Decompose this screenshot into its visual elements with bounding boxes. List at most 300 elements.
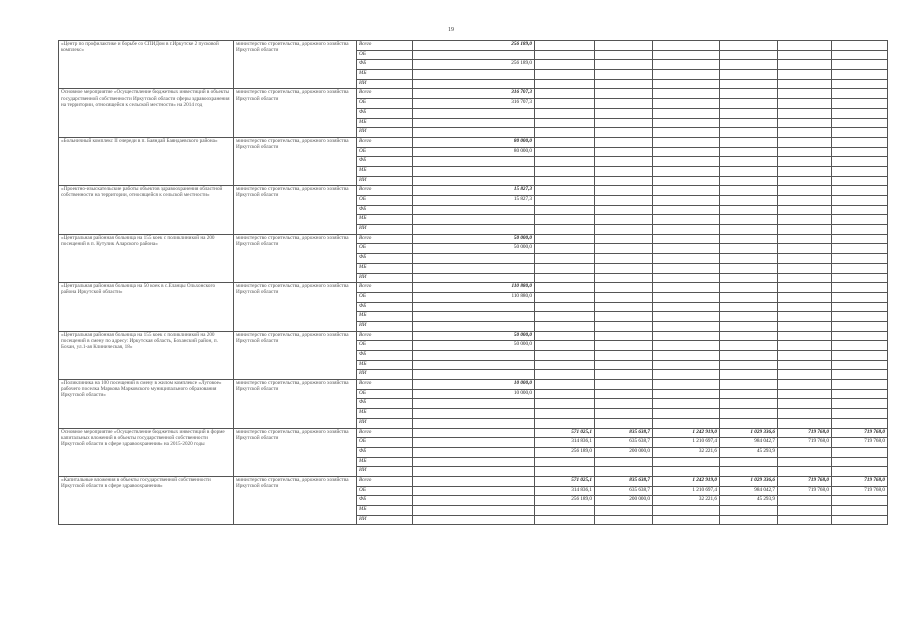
- value-cell: [413, 515, 535, 525]
- budget-table: [58, 40, 888, 525]
- value-cell: 1 029 336,6: [720, 428, 778, 438]
- value-cell: [595, 196, 653, 206]
- value-cell: [832, 360, 888, 370]
- value-cell: [595, 50, 653, 60]
- value-cell: [778, 467, 832, 477]
- value-cell: [413, 418, 535, 428]
- value-cell: [720, 263, 778, 273]
- value-cell: [720, 312, 778, 322]
- value-cell: 719 768,0: [832, 438, 888, 448]
- value-cell: [413, 457, 535, 467]
- funding-source-cell: ОБ: [357, 99, 413, 109]
- value-cell: 50 000,0: [413, 331, 535, 341]
- value-cell: [832, 263, 888, 273]
- funding-source-cell: МБ: [357, 360, 413, 370]
- value-cell: [720, 273, 778, 283]
- value-cell: [653, 118, 720, 128]
- value-cell: [595, 409, 653, 419]
- funding-source-cell: Всего: [357, 331, 413, 341]
- funding-source-cell: МБ: [357, 457, 413, 467]
- value-cell: [595, 331, 653, 341]
- value-cell: [832, 215, 888, 225]
- value-cell: [535, 176, 595, 186]
- value-cell: [720, 176, 778, 186]
- funding-source-cell: МБ: [357, 409, 413, 419]
- value-cell: [653, 292, 720, 302]
- value-cell: [832, 292, 888, 302]
- value-cell: 1 242 919,0: [653, 476, 720, 486]
- value-cell: [653, 186, 720, 196]
- value-cell: [413, 166, 535, 176]
- value-cell: [832, 467, 888, 477]
- value-cell: 256 189,0: [535, 496, 595, 506]
- table-row: [59, 137, 888, 147]
- value-cell: [832, 273, 888, 283]
- value-cell: [653, 225, 720, 235]
- funding-source-cell: Всего: [357, 186, 413, 196]
- funding-source-cell: МБ: [357, 118, 413, 128]
- value-cell: [413, 467, 535, 477]
- value-cell: [720, 283, 778, 293]
- value-cell: 984 042,7: [720, 438, 778, 448]
- value-cell: [653, 331, 720, 341]
- value-cell: 10 000,0: [413, 380, 535, 390]
- value-cell: 10 000,0: [413, 389, 535, 399]
- value-cell: [653, 399, 720, 409]
- value-cell: [653, 360, 720, 370]
- value-cell: [595, 370, 653, 380]
- value-cell: [720, 128, 778, 138]
- value-cell: 635 638,7: [595, 438, 653, 448]
- measure-name-cell: Основное мероприятие «Осуществление бюджетных инвестиций в объекты государственной собственности Иркутской области сферы здравоохранения на территории, относящейся к сельской местности» на 2014 год: [59, 89, 234, 137]
- value-cell: [832, 234, 888, 244]
- value-cell: [778, 147, 832, 157]
- value-cell: [832, 496, 888, 506]
- value-cell: [778, 292, 832, 302]
- value-cell: [535, 157, 595, 167]
- value-cell: [413, 476, 535, 486]
- value-cell: [832, 341, 888, 351]
- table-row: [59, 89, 888, 99]
- value-cell: [535, 399, 595, 409]
- value-cell: [595, 360, 653, 370]
- funding-source-cell: ФБ: [357, 254, 413, 264]
- value-cell: [778, 89, 832, 99]
- value-cell: [595, 418, 653, 428]
- value-cell: [653, 60, 720, 70]
- value-cell: [720, 108, 778, 118]
- value-cell: [413, 70, 535, 80]
- funding-source-cell: Всего: [357, 234, 413, 244]
- value-cell: [653, 409, 720, 419]
- value-cell: [832, 196, 888, 206]
- value-cell: [720, 70, 778, 80]
- value-cell: [778, 457, 832, 467]
- measure-name-cell: «Центр по профилактике и борьбе со СПИДом в г.Иркутске 2 пусковой комплекс»: [59, 41, 234, 89]
- funding-source-cell: ИИ: [357, 467, 413, 477]
- value-cell: [778, 234, 832, 244]
- value-cell: [413, 399, 535, 409]
- value-cell: [535, 41, 595, 51]
- value-cell: [720, 89, 778, 99]
- funding-source-cell: ФБ: [357, 351, 413, 361]
- value-cell: [535, 234, 595, 244]
- value-cell: [720, 50, 778, 60]
- value-cell: [413, 118, 535, 128]
- value-cell: [595, 292, 653, 302]
- value-cell: [778, 351, 832, 361]
- value-cell: 32 221,6: [653, 447, 720, 457]
- value-cell: [832, 370, 888, 380]
- value-cell: [720, 234, 778, 244]
- value-cell: [595, 341, 653, 351]
- value-cell: [535, 331, 595, 341]
- value-cell: [720, 118, 778, 128]
- value-cell: 571 025,1: [535, 476, 595, 486]
- value-cell: [535, 254, 595, 264]
- value-cell: [535, 186, 595, 196]
- value-cell: [595, 79, 653, 89]
- value-cell: [832, 176, 888, 186]
- measure-name-cell: «Проектно-изыскательские работы объектов здравоохранения областной собственности на территории, относящейся к сельской местности»: [59, 186, 234, 234]
- value-cell: 719 768,0: [778, 486, 832, 496]
- value-cell: [413, 128, 535, 138]
- value-cell: [720, 409, 778, 419]
- value-cell: [720, 370, 778, 380]
- value-cell: [778, 118, 832, 128]
- value-cell: [832, 389, 888, 399]
- value-cell: [778, 108, 832, 118]
- value-cell: [832, 79, 888, 89]
- value-cell: [832, 321, 888, 331]
- value-cell: [778, 302, 832, 312]
- value-cell: [653, 176, 720, 186]
- value-cell: [832, 50, 888, 60]
- value-cell: [413, 302, 535, 312]
- value-cell: [535, 302, 595, 312]
- value-cell: [595, 60, 653, 70]
- value-cell: [413, 225, 535, 235]
- value-cell: [535, 389, 595, 399]
- value-cell: [832, 118, 888, 128]
- value-cell: [653, 351, 720, 361]
- value-cell: 45 293,9: [720, 447, 778, 457]
- value-cell: [595, 205, 653, 215]
- measure-name-cell: «Центральная районная больница на 155 коек с поликлиникой на 200 посещений в п. Кутулик Аларского района»: [59, 234, 234, 282]
- value-cell: [653, 215, 720, 225]
- value-cell: [720, 205, 778, 215]
- value-cell: [653, 137, 720, 147]
- value-cell: [595, 70, 653, 80]
- value-cell: [535, 79, 595, 89]
- value-cell: 80 000,0: [413, 137, 535, 147]
- funding-source-cell: ИИ: [357, 225, 413, 235]
- funding-source-cell: ОБ: [357, 50, 413, 60]
- value-cell: [778, 321, 832, 331]
- value-cell: [832, 147, 888, 157]
- funding-source-cell: Всего: [357, 283, 413, 293]
- value-cell: [653, 312, 720, 322]
- value-cell: 719 768,0: [832, 476, 888, 486]
- value-cell: [653, 302, 720, 312]
- value-cell: [778, 215, 832, 225]
- value-cell: [413, 50, 535, 60]
- value-cell: [595, 273, 653, 283]
- value-cell: [720, 137, 778, 147]
- value-cell: [832, 351, 888, 361]
- funding-source-cell: ИИ: [357, 321, 413, 331]
- value-cell: [535, 370, 595, 380]
- value-cell: [595, 399, 653, 409]
- value-cell: [653, 273, 720, 283]
- value-cell: [595, 351, 653, 361]
- funding-source-cell: ОБ: [357, 389, 413, 399]
- value-cell: [832, 331, 888, 341]
- value-cell: [778, 263, 832, 273]
- value-cell: [653, 321, 720, 331]
- value-cell: [535, 380, 595, 390]
- value-cell: [535, 467, 595, 477]
- funding-source-cell: ОБ: [357, 244, 413, 254]
- value-cell: 1 210 697,4: [653, 438, 720, 448]
- value-cell: [778, 506, 832, 516]
- value-cell: [413, 176, 535, 186]
- value-cell: [535, 50, 595, 60]
- value-cell: [778, 137, 832, 147]
- value-cell: [832, 283, 888, 293]
- value-cell: [535, 360, 595, 370]
- value-cell: [653, 157, 720, 167]
- value-cell: 32 221,6: [653, 496, 720, 506]
- value-cell: [535, 215, 595, 225]
- value-cell: [778, 176, 832, 186]
- value-cell: [832, 99, 888, 109]
- value-cell: [778, 128, 832, 138]
- executor-cell: министерство строительства, дорожного хозяйства Иркутской области: [234, 137, 357, 185]
- executor-cell: министерство строительства, дорожного хозяйства Иркутской области: [234, 89, 357, 137]
- value-cell: [778, 380, 832, 390]
- value-cell: 314 836,1: [535, 486, 595, 496]
- funding-source-cell: МБ: [357, 215, 413, 225]
- value-cell: [778, 186, 832, 196]
- funding-source-cell: ИИ: [357, 128, 413, 138]
- value-cell: [832, 254, 888, 264]
- value-cell: [595, 128, 653, 138]
- measure-name-cell: «Центральная районная больница на 50 коек в с.Еланцы Ольхонского района Иркутской области»: [59, 283, 234, 331]
- value-cell: [595, 467, 653, 477]
- funding-source-cell: МБ: [357, 166, 413, 176]
- value-cell: 719 768,0: [832, 428, 888, 438]
- value-cell: [720, 196, 778, 206]
- value-cell: [535, 506, 595, 516]
- funding-source-cell: ОБ: [357, 438, 413, 448]
- value-cell: [413, 360, 535, 370]
- value-cell: [595, 389, 653, 399]
- funding-source-cell: МБ: [357, 312, 413, 322]
- value-cell: [720, 515, 778, 525]
- value-cell: [720, 302, 778, 312]
- funding-source-cell: ФБ: [357, 399, 413, 409]
- value-cell: [720, 418, 778, 428]
- value-cell: [778, 409, 832, 419]
- value-cell: [413, 351, 535, 361]
- value-cell: [832, 41, 888, 51]
- value-cell: [720, 331, 778, 341]
- value-cell: [535, 205, 595, 215]
- value-cell: [595, 457, 653, 467]
- value-cell: [535, 292, 595, 302]
- value-cell: [595, 157, 653, 167]
- value-cell: [535, 418, 595, 428]
- value-cell: 1 210 697,4: [653, 486, 720, 496]
- value-cell: [720, 389, 778, 399]
- value-cell: [653, 418, 720, 428]
- value-cell: [778, 60, 832, 70]
- value-cell: [778, 157, 832, 167]
- value-cell: [595, 108, 653, 118]
- value-cell: [832, 89, 888, 99]
- value-cell: [595, 312, 653, 322]
- funding-source-cell: ОБ: [357, 486, 413, 496]
- value-cell: [778, 273, 832, 283]
- value-cell: 1 242 919,0: [653, 428, 720, 438]
- value-cell: [595, 234, 653, 244]
- value-cell: 635 638,7: [595, 486, 653, 496]
- value-cell: [535, 515, 595, 525]
- value-cell: [535, 409, 595, 419]
- value-cell: [720, 399, 778, 409]
- executor-cell: министерство строительства, дорожного хозяйства Иркутской области: [234, 283, 357, 331]
- value-cell: [595, 302, 653, 312]
- value-cell: [778, 360, 832, 370]
- value-cell: 200 000,0: [595, 447, 653, 457]
- table-row: [59, 283, 888, 293]
- value-cell: [595, 380, 653, 390]
- table-body: [59, 41, 888, 525]
- value-cell: [595, 283, 653, 293]
- funding-source-cell: ФБ: [357, 108, 413, 118]
- value-cell: [413, 254, 535, 264]
- value-cell: [413, 312, 535, 322]
- value-cell: 50 000,0: [413, 234, 535, 244]
- value-cell: 110 880,0: [413, 292, 535, 302]
- value-cell: [832, 108, 888, 118]
- value-cell: [595, 215, 653, 225]
- value-cell: [413, 506, 535, 516]
- value-cell: [653, 380, 720, 390]
- value-cell: [535, 351, 595, 361]
- value-cell: [778, 447, 832, 457]
- value-cell: [595, 506, 653, 516]
- value-cell: [535, 89, 595, 99]
- page-number: 19: [448, 27, 454, 33]
- funding-source-cell: ОБ: [357, 292, 413, 302]
- value-cell: [413, 108, 535, 118]
- funding-source-cell: ОБ: [357, 341, 413, 351]
- value-cell: [720, 341, 778, 351]
- funding-source-cell: ФБ: [357, 60, 413, 70]
- funding-source-cell: ФБ: [357, 157, 413, 167]
- value-cell: [413, 273, 535, 283]
- table-row: [59, 331, 888, 341]
- value-cell: [720, 360, 778, 370]
- value-cell: [595, 137, 653, 147]
- value-cell: [720, 321, 778, 331]
- value-cell: [653, 254, 720, 264]
- funding-source-cell: Всего: [357, 89, 413, 99]
- value-cell: [778, 370, 832, 380]
- value-cell: [832, 447, 888, 457]
- value-cell: [778, 79, 832, 89]
- value-cell: 200 000,0: [595, 496, 653, 506]
- value-cell: 80 000,0: [413, 147, 535, 157]
- value-cell: [535, 263, 595, 273]
- value-cell: [653, 506, 720, 516]
- measure-name-cell: «Капитальные вложения в объекты государственной собственности Иркутской области в сфере здравоохранения»: [59, 476, 234, 524]
- value-cell: 314 836,1: [535, 438, 595, 448]
- value-cell: [653, 108, 720, 118]
- value-cell: [535, 108, 595, 118]
- value-cell: [832, 380, 888, 390]
- funding-source-cell: МБ: [357, 506, 413, 516]
- value-cell: [653, 389, 720, 399]
- value-cell: [535, 225, 595, 235]
- funding-source-cell: ИИ: [357, 418, 413, 428]
- value-cell: 50 000,0: [413, 341, 535, 351]
- value-cell: [413, 438, 535, 448]
- funding-source-cell: ФБ: [357, 496, 413, 506]
- value-cell: [413, 205, 535, 215]
- value-cell: [595, 41, 653, 51]
- value-cell: [413, 428, 535, 438]
- value-cell: [778, 515, 832, 525]
- value-cell: [535, 99, 595, 109]
- value-cell: 256 189,0: [535, 447, 595, 457]
- value-cell: 316 707,3: [413, 99, 535, 109]
- table-row: [59, 41, 888, 51]
- funding-source-cell: Всего: [357, 428, 413, 438]
- value-cell: [595, 263, 653, 273]
- table-row: [59, 380, 888, 390]
- value-cell: [720, 467, 778, 477]
- executor-cell: министерство строительства, дорожного хозяйства Иркутской области: [234, 41, 357, 89]
- executor-cell: министерство строительства, дорожного хозяйства Иркутской области: [234, 428, 357, 476]
- value-cell: [778, 41, 832, 51]
- value-cell: 256 189,0: [413, 41, 535, 51]
- value-cell: 719 768,0: [832, 486, 888, 496]
- value-cell: [720, 215, 778, 225]
- value-cell: [778, 418, 832, 428]
- value-cell: [832, 409, 888, 419]
- value-cell: [778, 312, 832, 322]
- value-cell: [778, 205, 832, 215]
- value-cell: [720, 79, 778, 89]
- value-cell: [595, 176, 653, 186]
- funding-source-cell: ОБ: [357, 147, 413, 157]
- value-cell: [653, 457, 720, 467]
- value-cell: [535, 273, 595, 283]
- value-cell: [720, 225, 778, 235]
- value-cell: [595, 321, 653, 331]
- value-cell: 1 029 336,6: [720, 476, 778, 486]
- value-cell: 719 768,0: [778, 438, 832, 448]
- value-cell: [595, 166, 653, 176]
- value-cell: [595, 99, 653, 109]
- value-cell: [595, 225, 653, 235]
- value-cell: [778, 70, 832, 80]
- value-cell: [413, 447, 535, 457]
- table-row: [59, 186, 888, 196]
